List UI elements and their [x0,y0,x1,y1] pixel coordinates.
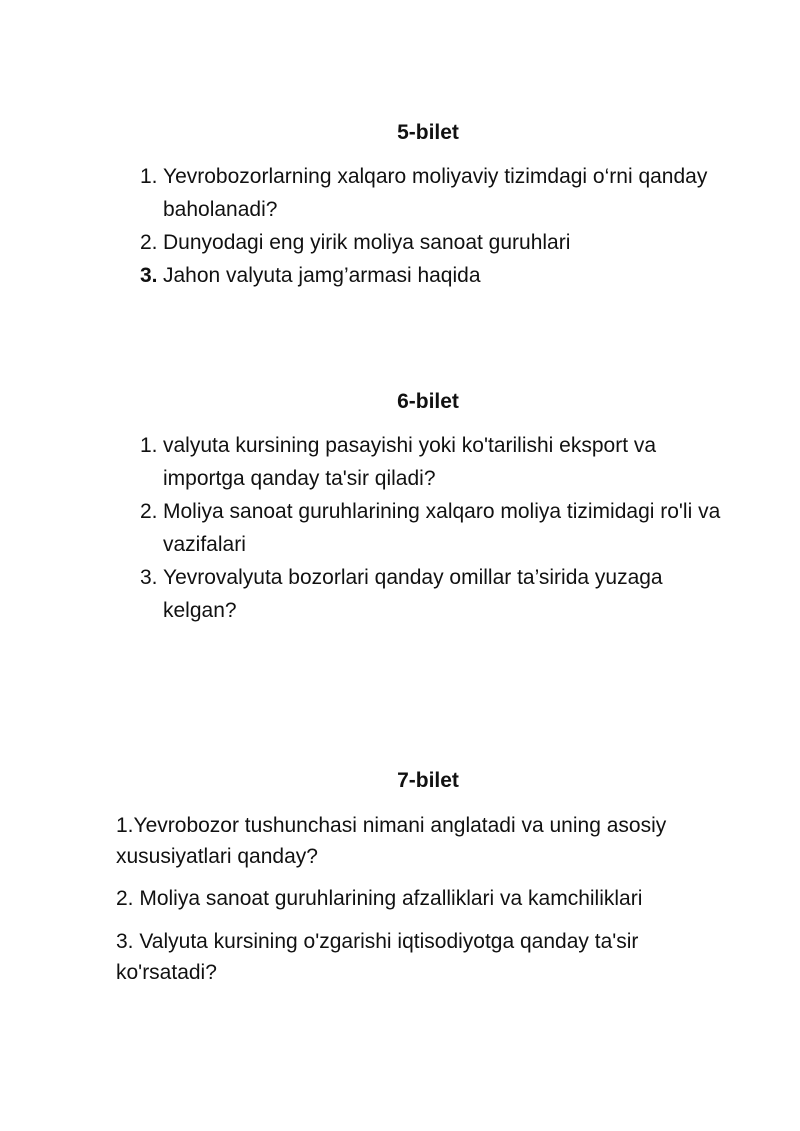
question-text: Dunyodagi eng yirik moliya sanoat guruhlari [163,231,571,254]
question-text: Moliya sanoat guruhlarining xalqaro moliya tizimidagi ro'li va vazifalari [163,500,721,556]
question-number: 1. [140,165,158,188]
question-number: 2. [140,500,158,523]
question-paragraph: 2. Moliya sanoat guruhlarining afzalliklari va kamchiliklari [116,887,643,910]
question-number: 3. [140,566,158,589]
question-number: 1. [140,434,158,457]
question-item [140,160,740,226]
ticket-title: 7-bilet [397,769,459,792]
question-item [140,226,740,259]
question-paragraph: 3. Valyuta kursining o'zgarishi iqtisodiyotga qanday ta'sir ko'rsatadi? [116,930,639,984]
question-text: valyuta kursining pasayishi yoki ko'tarilishi eksport va importga qanday ta'sir qiladi? [163,434,657,490]
question-text: Yevrobozorlarning xalqaro moliyaviy tizimdagi o‘rni qanday baholanadi? [163,165,708,221]
question-number: 2. [140,231,158,254]
question-number: 3. [140,264,158,287]
question-item [140,561,740,627]
question-item [140,495,740,561]
question-item [140,259,740,292]
ticket-title: 5-bilet [397,121,459,144]
ticket-question-list [140,160,740,292]
question-paragraph: 1.Yevrobozor tushunchasi nimani anglatadi va uning asosiy xususiyatlari qanday? [116,814,667,868]
ticket-question-list [140,429,740,627]
question-text: Yevrovalyuta bozorlari qanday omillar ta’sirida yuzaga kelgan? [163,566,663,622]
ticket-title: 6-bilet [397,390,459,413]
question-item [140,429,740,495]
question-text: Jahon valyuta jamg’armasi haqida [163,264,481,287]
